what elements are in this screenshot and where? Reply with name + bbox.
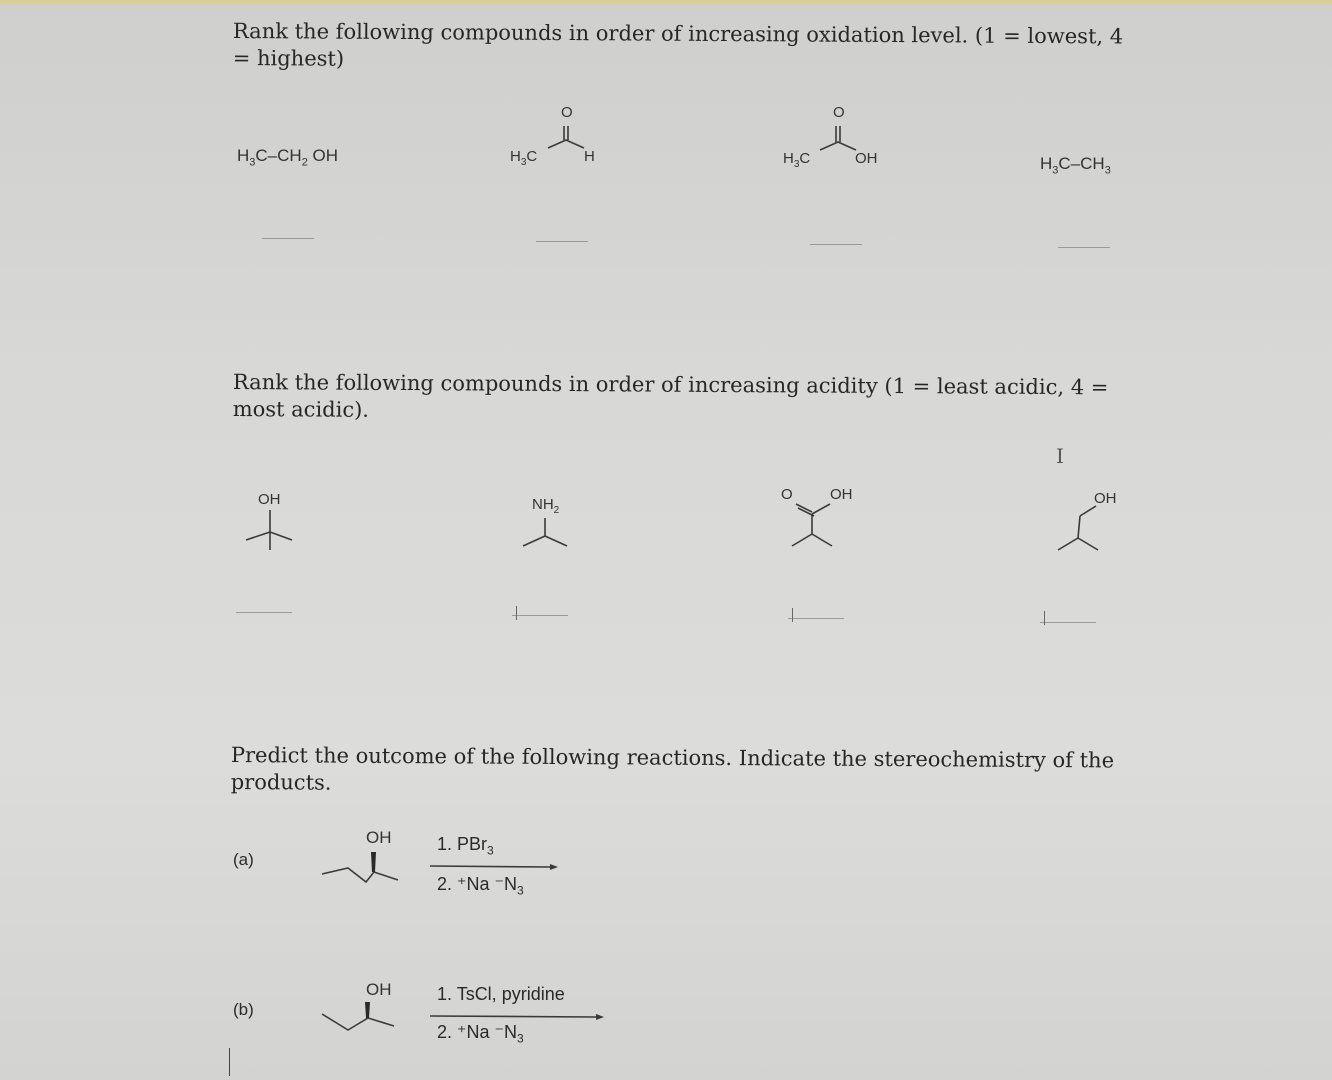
- answer-blank-3[interactable]: [810, 244, 862, 245]
- blank-marker: [792, 608, 793, 622]
- reaction-b-label: (b): [233, 1000, 254, 1019]
- question-2-text: Rank the following compounds in order of increasing acidity (1 = least acidic, 4 = most acidic).: [232, 369, 1109, 422]
- top-edge: [0, 0, 1332, 4]
- reaction-a-arrow: [430, 862, 560, 872]
- reaction-b-arrow: [430, 1012, 610, 1022]
- answer-blank-4[interactable]: [1058, 247, 1110, 248]
- answer-blank-7[interactable]: [788, 618, 844, 619]
- ethanol-formula: $H_3C-CH_2$ OH: [237, 146, 339, 169]
- reaction-a-step1: 1. PBr$_3$: [437, 834, 494, 858]
- reaction-a-step2: 2. ⁺Na $^-N_3$: [437, 874, 524, 898]
- answer-blank-1[interactable]: [262, 238, 314, 239]
- reaction-a-label: (a): [233, 850, 254, 869]
- blank-marker: [516, 606, 517, 620]
- text-caret: [229, 1048, 230, 1076]
- answer-blank-6[interactable]: [512, 615, 568, 616]
- question-3-text: Predict the outcome of the following reactions. Indicate the stereochemistry of the products.: [230, 743, 1115, 795]
- text-cursor-icon: I: [1056, 444, 1064, 468]
- reaction-b-step2: 2. ⁺Na $^-N_3$: [437, 1022, 524, 1046]
- answer-blank-5[interactable]: [236, 612, 292, 613]
- answer-blank-8[interactable]: [1040, 622, 1096, 623]
- answer-blank-2[interactable]: [536, 241, 588, 242]
- ethane-formula: $H_3C-CH_3$: [1040, 154, 1111, 177]
- reaction-b-step1: 1. TsCl, pyridine: [437, 984, 565, 1004]
- question-1-text: Rank the following compounds in order of increasing oxidation level. (1 = lowest, 4 = highest): [232, 18, 1124, 71]
- blank-marker: [1044, 611, 1045, 625]
